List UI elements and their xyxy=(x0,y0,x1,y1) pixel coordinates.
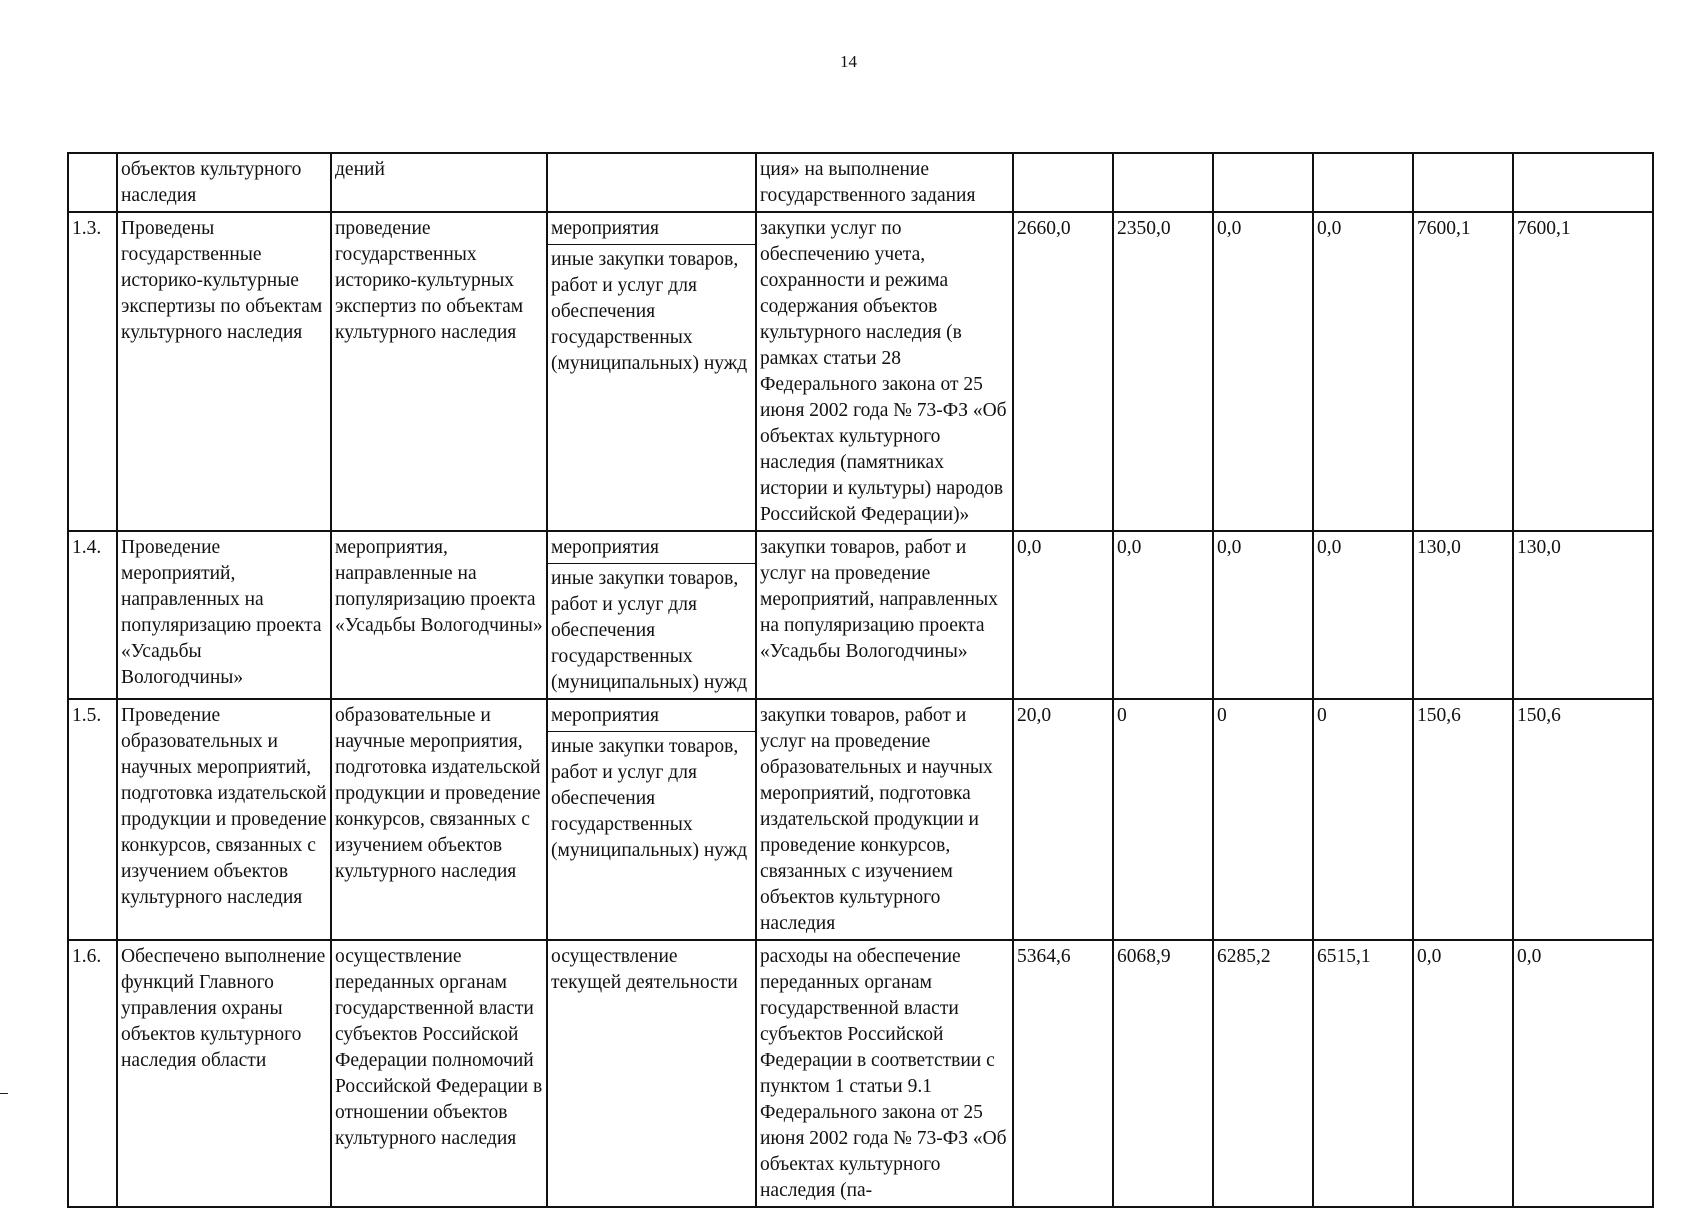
value-cell-3 xyxy=(1213,531,1313,699)
table-row xyxy=(68,153,1653,212)
expense-text: закупки товаров, работ и услуг на проведение мероприятий, направленных на популяризацию проекта «Усадьбы Вологодчины» xyxy=(760,537,998,662)
value-cell-1 xyxy=(1013,940,1113,1207)
v6-text: 7600,1 xyxy=(1517,218,1571,239)
type-bottom-text: иные закупки товаров, работ и услуг для обеспечения государственных (муниципальных) нужд xyxy=(551,249,748,374)
value-cell-6 xyxy=(1513,531,1653,699)
v6-text: 150,6 xyxy=(1517,705,1561,726)
measure-text: проведение государственных историко-культурных экспертиз по объектам культурного наследия xyxy=(335,218,524,343)
measure-text: осуществление переданных органам государственной власти субъектов Российской Федерации полномочий Российской Федерации в отношении объектов культурного наследия xyxy=(335,946,543,1149)
margin-mark xyxy=(0,1093,8,1094)
expense-text: закупки товаров, работ и услуг на проведение образовательных и научных мероприятий, подготовка издательской продукции и проведение конкурсов, связанных с изучением объектов культурного наследия xyxy=(760,705,993,934)
value-cell-2 xyxy=(1113,153,1213,212)
value-cell-2 xyxy=(1113,212,1213,531)
v4-text: 0 xyxy=(1317,705,1327,726)
value-cell-1 xyxy=(1013,699,1113,940)
expense-description-cell xyxy=(756,940,1013,1207)
expense-text: ция» на выполнение государственного задания xyxy=(760,159,976,206)
num-text: 1.4. xyxy=(72,537,102,558)
v3-text: 0,0 xyxy=(1217,218,1242,239)
result-text: Обеспечено выполнение функций Главного управления охраны объектов культурного наследия области xyxy=(121,946,326,1071)
v5-text: 150,6 xyxy=(1417,705,1461,726)
result-cell xyxy=(117,153,331,212)
measure-text: мероприятия, направленные на популяризацию проекта «Усадьбы Вологодчины» xyxy=(335,537,543,636)
value-cell-4 xyxy=(1313,699,1413,940)
measure-cell xyxy=(331,940,547,1207)
expense-text: расходы на обеспечение переданных органам государственной власти субъектов Российской Федерации в соответствии с пунктом 1 статьи 9.1 Федерального закона от 25 июня 2002 года № 73-ФЗ «Об объектах культурного наследия (па- xyxy=(760,946,1007,1201)
value-cell-5 xyxy=(1413,699,1513,940)
measure-text: дений xyxy=(335,159,385,180)
v2-text: 2350,0 xyxy=(1117,218,1171,239)
value-cell-2 xyxy=(1113,531,1213,699)
value-cell-6 xyxy=(1513,212,1653,531)
value-cell-6 xyxy=(1513,699,1653,940)
v3-text: 0 xyxy=(1217,705,1227,726)
value-cell-2 xyxy=(1113,699,1213,940)
table-row xyxy=(68,531,1653,699)
expense-type-cell xyxy=(547,153,756,212)
row-number-cell xyxy=(68,531,117,699)
v4-text: 0,0 xyxy=(1317,537,1342,558)
v3-text: 0,0 xyxy=(1217,537,1242,558)
v6-text: 130,0 xyxy=(1517,537,1561,558)
result-cell xyxy=(117,699,331,940)
row-number-cell xyxy=(68,699,117,940)
expense-description-cell xyxy=(756,531,1013,699)
value-cell-6 xyxy=(1513,153,1653,212)
v1-text: 0,0 xyxy=(1017,537,1042,558)
value-cell-3 xyxy=(1213,212,1313,531)
v1-text: 20,0 xyxy=(1017,705,1052,726)
value-cell-2 xyxy=(1113,940,1213,1207)
row-number-cell xyxy=(68,153,117,212)
v2-text: 0 xyxy=(1117,705,1127,726)
value-cell-5 xyxy=(1413,153,1513,212)
result-cell xyxy=(117,531,331,699)
v5-text: 130,0 xyxy=(1417,537,1461,558)
result-cell xyxy=(117,212,331,531)
value-cell-3 xyxy=(1213,940,1313,1207)
type-bottom-text: иные закупки товаров, работ и услуг для обеспечения государственных (муниципальных) нужд xyxy=(551,736,748,861)
v3-text: 6285,2 xyxy=(1217,946,1271,967)
type-top-text: мероприятия xyxy=(548,703,755,732)
program-table xyxy=(67,152,1654,1208)
v5-text: 7600,1 xyxy=(1417,218,1471,239)
value-cell-4 xyxy=(1313,940,1413,1207)
v1-text: 2660,0 xyxy=(1017,218,1071,239)
value-cell-1 xyxy=(1013,212,1113,531)
value-cell-5 xyxy=(1413,940,1513,1207)
type-top-text: мероприятия xyxy=(548,216,755,245)
num-text: 1.3. xyxy=(72,218,102,239)
expense-description-cell xyxy=(756,699,1013,940)
v1-text: 5364,6 xyxy=(1017,946,1071,967)
result-text: Проведены государственные историко-культурные экспертизы по объектам культурного наследия xyxy=(121,218,323,343)
result-text: Проведение образовательных и научных мероприятий, подготовка издательской продукции и проведение конкурсов, связанных с изучением объектов культурного наследия xyxy=(121,705,327,908)
v6-text: 0,0 xyxy=(1517,946,1542,967)
table-row xyxy=(68,940,1653,1207)
value-cell-6 xyxy=(1513,940,1653,1207)
expense-type-cell xyxy=(547,212,756,531)
result-text: объектов культурного наследия xyxy=(121,159,302,206)
v4-text: 6515,1 xyxy=(1317,946,1371,967)
value-cell-4 xyxy=(1313,153,1413,212)
v2-text: 6068,9 xyxy=(1117,946,1171,967)
value-cell-1 xyxy=(1013,153,1113,212)
row-number-cell xyxy=(68,940,117,1207)
expense-type-cell xyxy=(547,940,756,1207)
expense-description-cell xyxy=(756,153,1013,212)
expense-text: закупки услуг по обеспечению учета, сохранности и режима содержания объектов культурного наследия (в рамках статьи 28 Федерального закона от 25 июня 2002 года № 73-ФЗ «Об объектах культурного наследия (памятниках истории и культуры) народов Российской Федерации)» xyxy=(760,218,1007,525)
measure-cell xyxy=(331,531,547,699)
expense-description-cell xyxy=(756,212,1013,531)
value-cell-5 xyxy=(1413,531,1513,699)
result-cell xyxy=(117,940,331,1207)
value-cell-5 xyxy=(1413,212,1513,531)
measure-cell xyxy=(331,699,547,940)
expense-type-cell xyxy=(547,699,756,940)
type-bottom-text: иные закупки товаров, работ и услуг для обеспечения государственных (муниципальных) нужд xyxy=(551,568,748,693)
table-row xyxy=(68,699,1653,940)
value-cell-1 xyxy=(1013,531,1113,699)
num-text: 1.5. xyxy=(72,705,102,726)
row-number-cell xyxy=(68,212,117,531)
v2-text: 0,0 xyxy=(1117,537,1142,558)
measure-cell xyxy=(331,153,547,212)
measure-cell xyxy=(331,212,547,531)
page-number: 14 xyxy=(840,52,857,71)
num-text: 1.6. xyxy=(72,946,102,967)
value-cell-4 xyxy=(1313,531,1413,699)
value-cell-3 xyxy=(1213,699,1313,940)
result-text: Проведение мероприятий, направленных на популяризацию проекта «Усадьбы Вологодчины» xyxy=(121,537,322,688)
value-cell-3 xyxy=(1213,153,1313,212)
value-cell-4 xyxy=(1313,212,1413,531)
v4-text: 0,0 xyxy=(1317,218,1342,239)
expense-type-cell xyxy=(547,531,756,699)
v5-text: 0,0 xyxy=(1417,946,1442,967)
type-top-text: осуществление текущей деятельности xyxy=(551,946,738,993)
table-row xyxy=(68,212,1653,531)
measure-text: образовательные и научные мероприятия, подготовка издательской продукции и проведение конкурсов, связанных с изучением объектов культурного наследия xyxy=(335,705,541,882)
type-top-text: мероприятия xyxy=(548,535,755,564)
